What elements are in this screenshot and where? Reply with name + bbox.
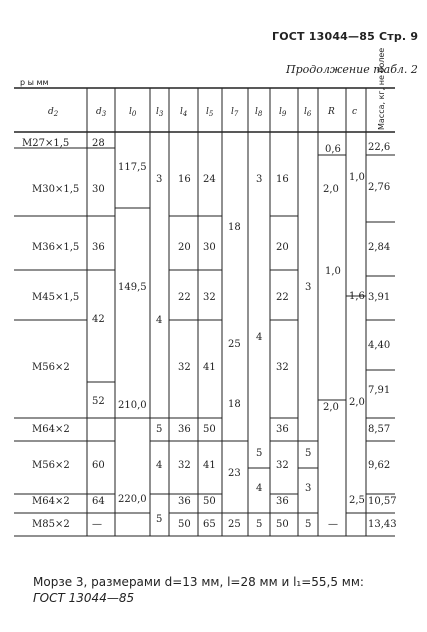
l9-cell: 32 [276,362,289,373]
l8-cell: 5 [256,448,263,459]
d2-cell: M56×2 [32,362,70,373]
R-cell: — [328,519,338,530]
d3-cell: 30 [92,184,105,195]
l9-cell: 36 [276,424,289,435]
l3-cell: 3 [156,174,163,185]
l5-cell: 50 [203,496,216,507]
header-l3: $l_3$ [156,107,164,118]
d2-cell: M27×1,5 [22,138,70,149]
footer-standard: ГОСТ 13044—85 [33,591,135,605]
R-cell: 2,0 [323,184,339,195]
l5-cell: 41 [203,460,216,471]
l9-cell: 16 [276,174,289,185]
header-l4: $l_4$ [180,107,188,118]
l6-cell: 5 [305,448,312,459]
d3-cell: 28 [92,138,105,149]
l7-cell: 23 [228,468,241,479]
mass-cell: 22,6 [368,142,391,153]
c-cell: 2,0 [349,397,365,408]
d3-cell: 52 [92,396,105,407]
d2-cell: M85×2 [32,519,70,530]
l0-cell: 117,5 [118,162,147,173]
l5-cell: 41 [203,362,216,373]
l3-cell: 5 [156,514,163,525]
c-cell: 1,0 [349,172,365,183]
d2-cell: M30×1,5 [32,184,80,195]
header-l0: $l_0$ [129,107,137,118]
d3-cell: 36 [92,242,105,253]
d3-cell: — [92,519,102,530]
l8-cell: 4 [256,332,263,343]
l4-cell: 22 [178,292,191,303]
d3-cell: 42 [92,314,105,325]
l0-cell: 210,0 [118,400,147,411]
header-d2: $d_2$ [48,107,59,118]
header-l8: $l_8$ [255,107,263,118]
header-l9: $l_9$ [279,107,287,118]
l9-cell: 50 [276,519,289,530]
l4-cell: 32 [178,460,191,471]
l5-cell: 32 [203,292,216,303]
l9-cell: 36 [276,496,289,507]
R-cell: 1,0 [325,266,341,277]
l7-cell: 25 [228,519,241,530]
mass-cell: 8,57 [368,424,391,435]
header-l5: $l_5$ [206,107,214,118]
mass-cell: 3,91 [368,292,391,303]
l4-cell: 16 [178,174,191,185]
l9-cell: 20 [276,242,289,253]
l5-cell: 65 [203,519,216,530]
table-continuation-label: Продолжение табл. 2 [286,63,418,76]
mass-cell: 9,62 [368,460,391,471]
mass-cell: 4,40 [368,340,391,351]
mass-cell: 2,76 [368,182,391,193]
units-label: р ы мм [20,78,49,87]
l0-cell: 220,0 [118,494,147,505]
l3-cell: 5 [156,424,163,435]
l3-cell: 4 [156,315,163,326]
R-cell: 0,6 [325,144,341,155]
row-dividers [14,148,395,513]
d2-cell: M64×2 [32,424,70,435]
header-d3: $d_3$ [96,107,107,118]
standard-number: ГОСТ 13044—85 [272,30,375,43]
l9-cell: 32 [276,460,289,471]
l0-cell: 149,5 [118,282,147,293]
d2-cell: M64×2 [32,496,70,507]
mass-cell: 2,84 [368,242,391,253]
footer-caption: Морзе 3, размерами d=13 мм, l=28 мм и l₁=55,5 мм: [33,575,364,589]
l7-cell: 18 [228,222,241,233]
l5-cell: 50 [203,424,216,435]
c-cell: 1,6 [349,291,365,302]
l3-cell: 4 [156,460,163,471]
d2-cell: M56×2 [32,460,70,471]
l6-cell: 3 [305,483,312,494]
l5-cell: 30 [203,242,216,253]
l4-cell: 20 [178,242,191,253]
mass-cell: 13,43 [368,519,397,530]
mass-cell: 10,57 [368,496,397,507]
header-mass: Масса, кг, не более [377,47,386,130]
page-number: Стр. 9 [378,30,419,43]
mass-cell: 7,91 [368,385,391,396]
header-l6: $l_6$ [304,107,312,118]
header-R: R [328,107,335,117]
l5-cell: 24 [203,174,216,185]
l9-cell: 22 [276,292,289,303]
d3-cell: 60 [92,460,105,471]
l4-cell: 50 [178,519,191,530]
l8-cell: 3 [256,174,263,185]
c-cell: 2,5 [349,495,365,506]
d2-cell: M36×1,5 [32,242,80,253]
l4-cell: 32 [178,362,191,373]
l8-cell: 4 [256,483,263,494]
d2-cell: M45×1,5 [32,292,80,303]
R-cell: 2,0 [323,402,339,413]
l4-cell: 36 [178,424,191,435]
l6-cell: 5 [305,519,312,530]
header-c: c [352,107,358,117]
l6-cell: 3 [305,282,312,293]
header-l7: $l_7$ [231,107,239,118]
l7-cell: 25 [228,339,241,350]
l4-cell: 36 [178,496,191,507]
l7-cell: 18 [228,399,241,410]
l8-cell: 5 [256,519,263,530]
d3-cell: 64 [92,496,105,507]
